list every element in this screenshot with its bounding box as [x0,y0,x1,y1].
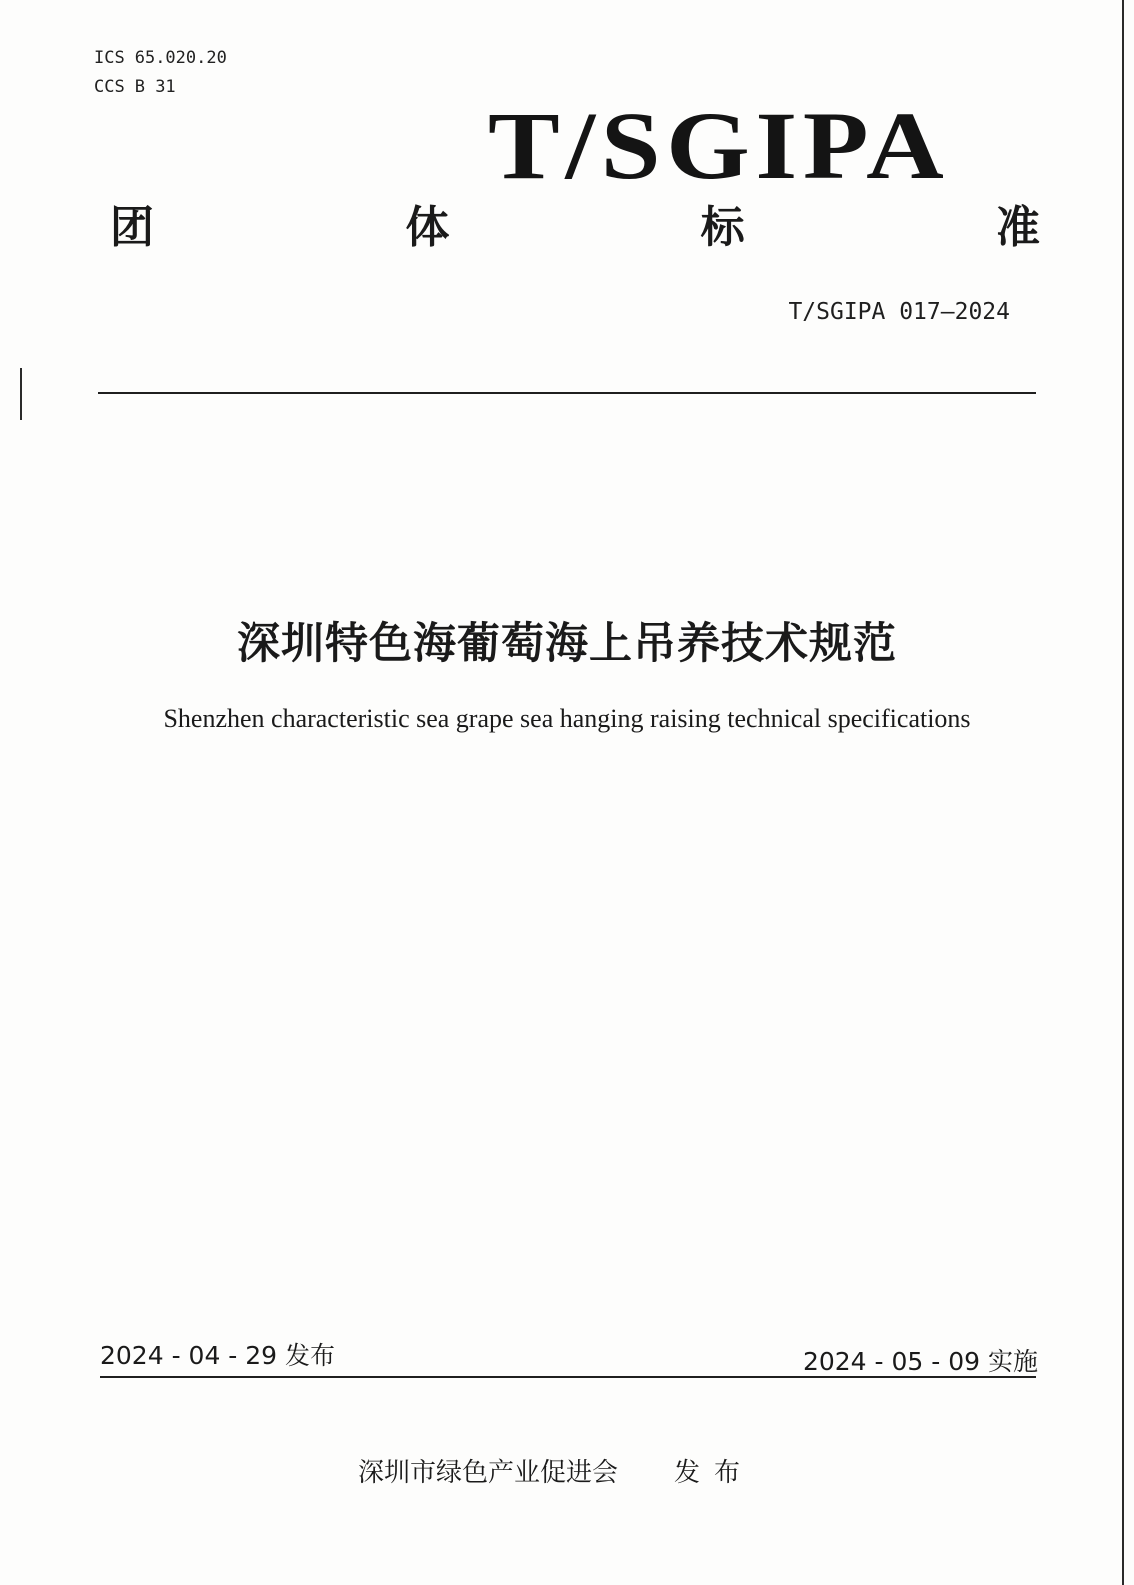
bottom-divider [100,1376,1036,1378]
page-edge-line [1122,0,1124,1585]
ics-value: 65.020.20 [134,48,227,68]
title-chinese: 深圳特色海葡萄海上吊养技术规范 [237,619,897,669]
ccs-code [94,73,237,102]
publisher-name: 深圳市绿色产业促进会 [358,1458,619,1488]
standard-type-char: 团 [110,202,154,253]
ccs-label: CCS [94,77,125,97]
ics-label: ICS [94,48,125,68]
top-divider [98,392,1036,394]
standard-type-char: 标 [700,202,745,253]
binding-mark [20,368,22,420]
standard-type-heading [110,202,1040,253]
publisher-action: 发布 [674,1458,755,1488]
standard-type-char: 体 [405,202,450,253]
publisher-line [358,1452,754,1489]
ccs-value: B 31 [134,77,176,97]
standard-number: T/SGIPA 017—2024 [788,299,1010,325]
standard-logo: T/SGIPA [488,92,950,199]
standard-type-char: 准 [995,202,1040,253]
classification-codes [94,44,237,102]
ics-code [94,44,237,73]
title-english: Shenzhen characteristic sea grape sea hanging raising technical specifications [163,704,971,733]
issue-date: 2024 - 04 - 29 发布 [100,1341,336,1370]
implementation-date: 2024 - 05 - 09 实施 [802,1347,1038,1376]
